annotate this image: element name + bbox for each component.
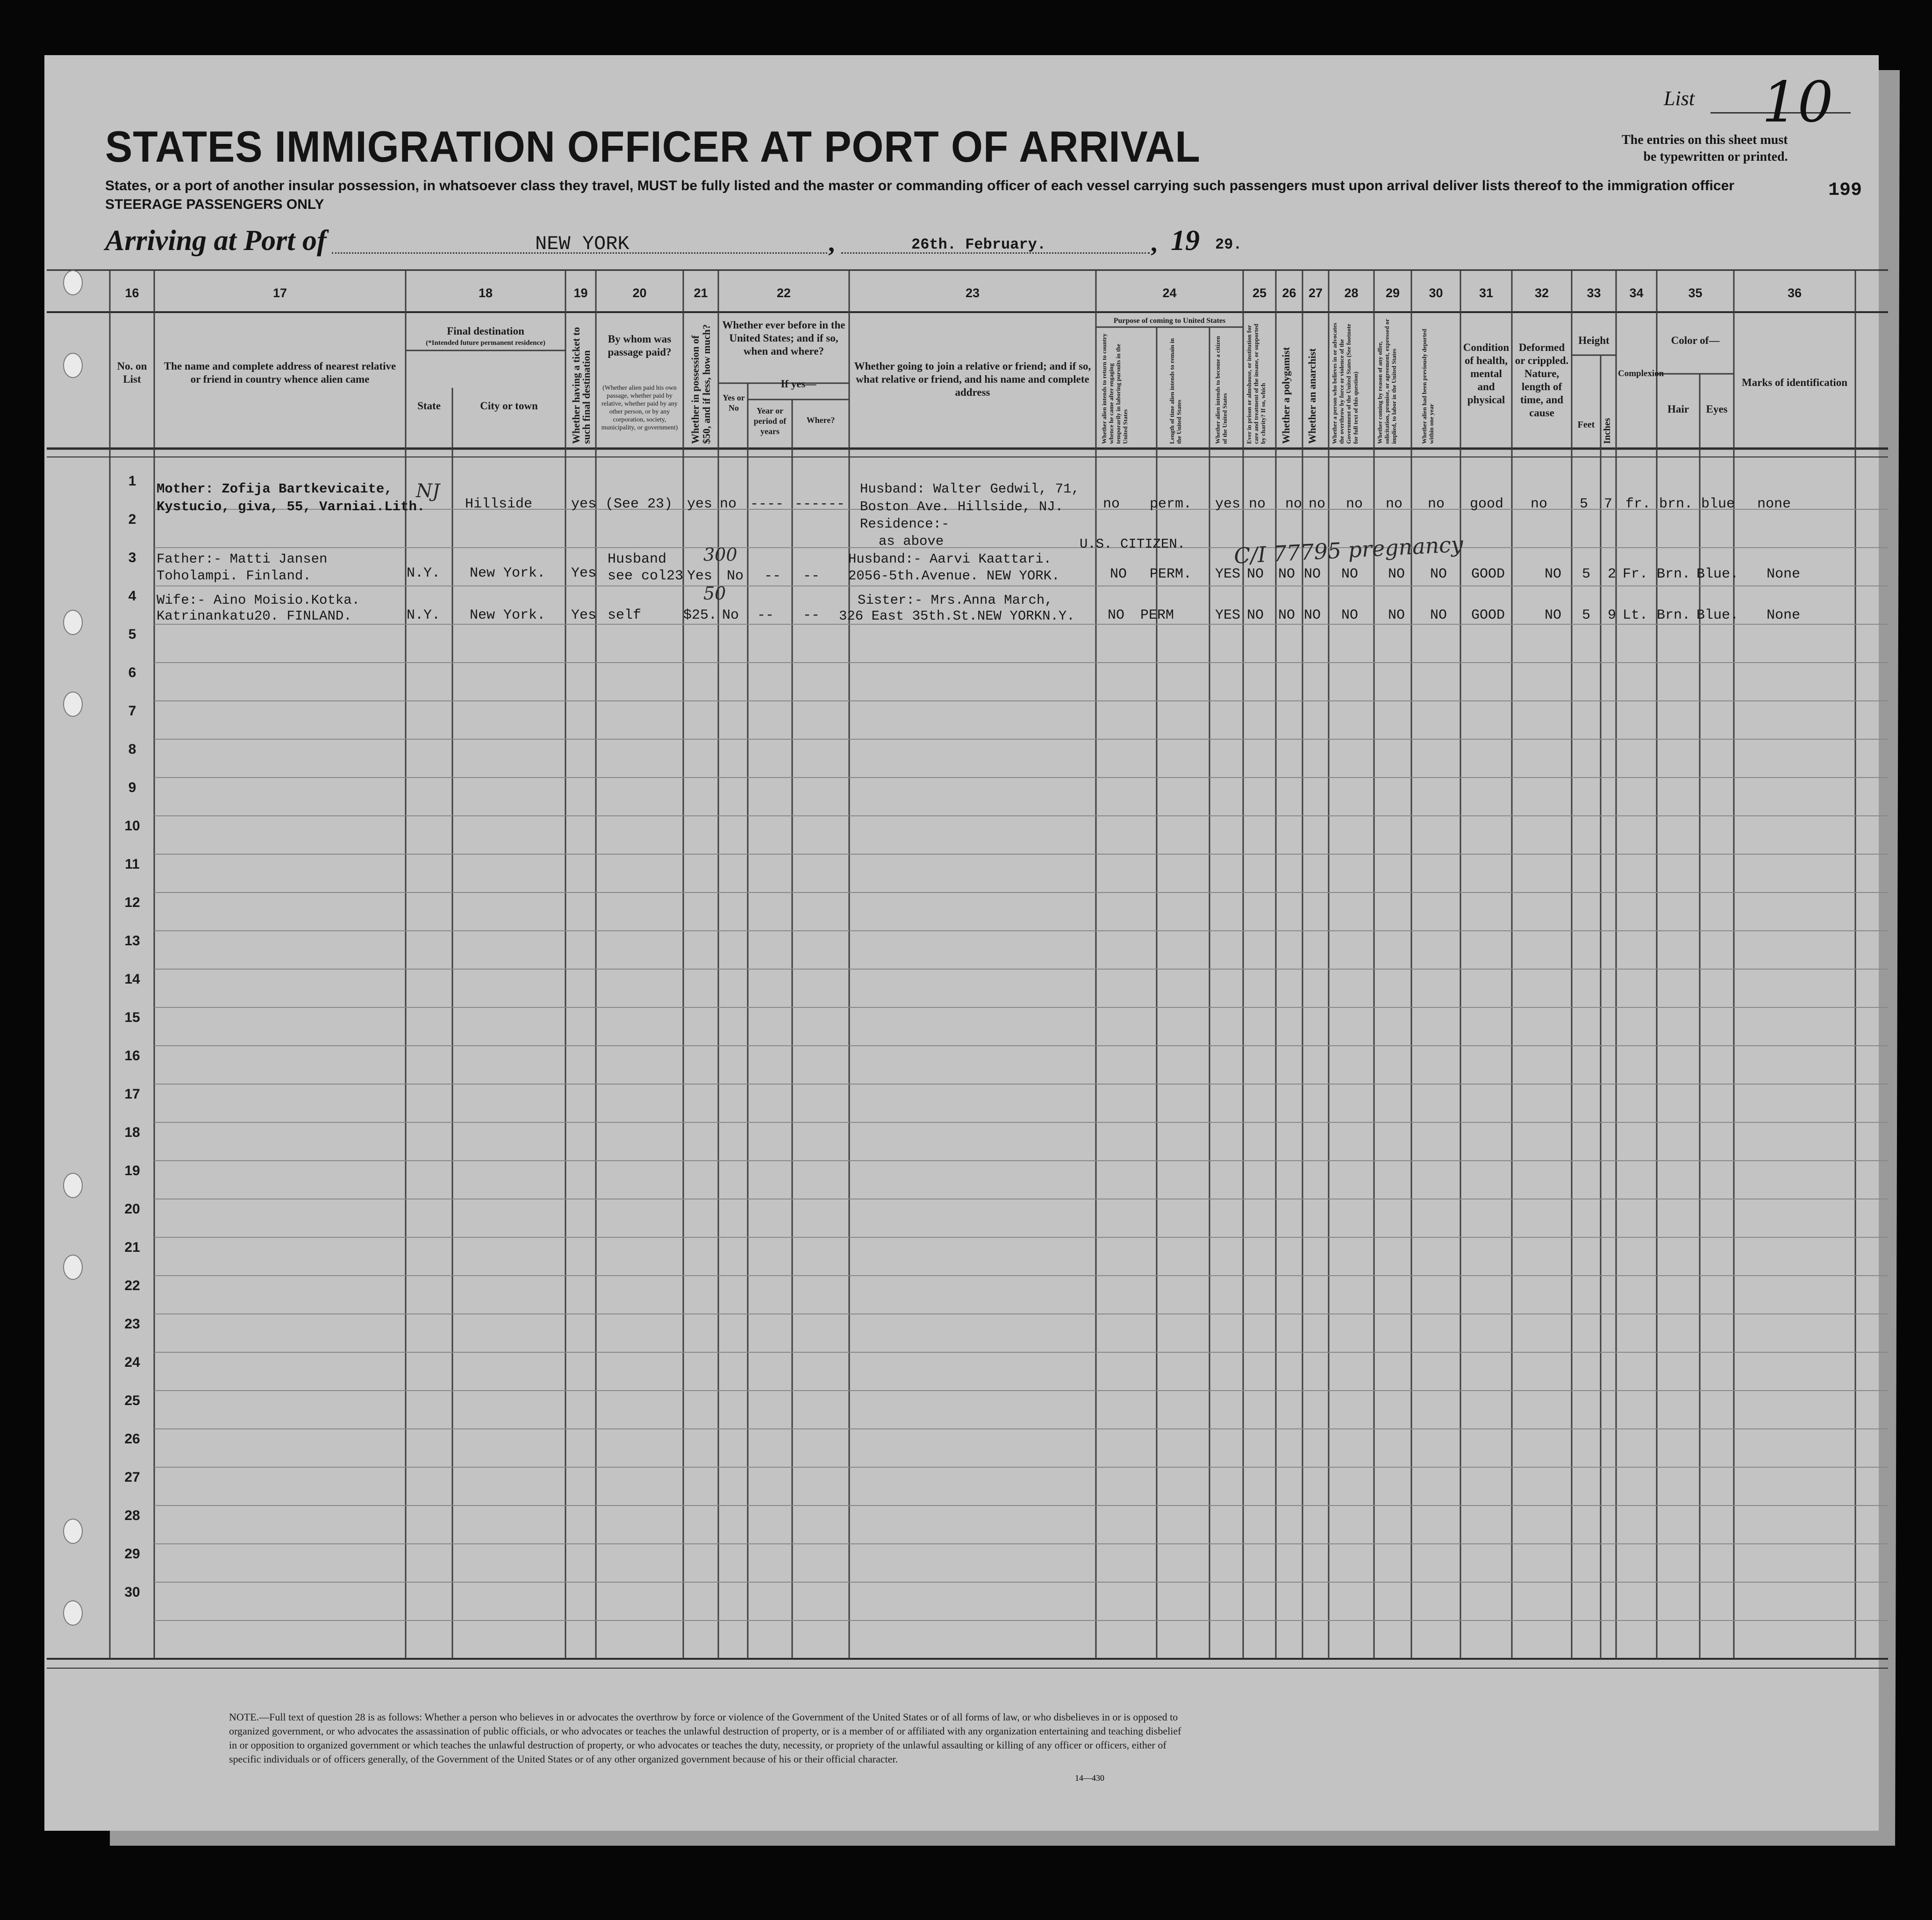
- binder-hole: [63, 1173, 83, 1198]
- heading-state: State: [417, 400, 441, 412]
- heading-eyes: Eyes: [1706, 403, 1728, 415]
- r4-health: GOOD: [1471, 607, 1505, 623]
- r3-deformed: NO: [1545, 566, 1562, 582]
- col-number-18: 18: [478, 286, 493, 300]
- heading-almshouse: Ever in prison or almshouse, or institution for care and treatment of the insane, or supported by charity? If so, which: [1245, 323, 1267, 444]
- list-number: 10: [1762, 70, 1833, 135]
- r1-ever-before: no: [720, 496, 737, 512]
- r4-length: PERM: [1140, 607, 1174, 623]
- heading-color-of: Color of—: [1671, 335, 1720, 346]
- r1-q28: no: [1346, 496, 1363, 512]
- r4-return: NO: [1108, 607, 1125, 623]
- r1-join-line-1: Husband: Walter Gedwil, 71,: [860, 481, 1080, 497]
- r1-q30: no: [1428, 496, 1445, 512]
- binder-hole: [63, 353, 83, 378]
- row-number: 2: [128, 512, 136, 527]
- r3-passage-line-2: see col23: [608, 568, 684, 584]
- row-number: 25: [124, 1393, 140, 1408]
- r1-anarchist: no: [1309, 496, 1326, 512]
- r1-relative-line-2: Kystucio, giva, 55, Varniai.Lith.: [157, 499, 425, 514]
- row-number: 16: [124, 1048, 140, 1063]
- col-number-27: 27: [1308, 286, 1323, 300]
- heading-passage-note: (Whether alien paid his own passage, whether paid by relative, whether paid by any other person, or by any corporation, society, municipality, or government): [601, 385, 678, 431]
- r3-polygamist: NO: [1278, 566, 1295, 582]
- r4-almshouse: NO: [1247, 607, 1264, 623]
- r3-complexion: Fr.: [1623, 566, 1648, 582]
- heading-final-destination-note: (*Intended future permanent residence): [426, 339, 545, 347]
- col-number-35: 35: [1688, 286, 1703, 300]
- heading-feet: Feet: [1577, 420, 1595, 430]
- binder-hole: [63, 1600, 83, 1626]
- row-number: 30: [124, 1585, 140, 1600]
- r4-state: N.Y.: [407, 607, 441, 623]
- row-number: 17: [124, 1086, 140, 1102]
- r4-passage: self: [608, 607, 642, 623]
- r3-q28: NO: [1341, 566, 1359, 582]
- heading-marks: Marks of identification: [1741, 377, 1848, 388]
- col-number-32: 32: [1534, 286, 1549, 300]
- r3-year: --: [764, 568, 781, 584]
- row-number: 29: [124, 1546, 140, 1562]
- page-title: STATES IMMIGRATION OFFICER AT PORT OF ARRIVAL: [105, 122, 1201, 171]
- heading-possession: Whether in possession of $50, and if less, how much?: [689, 324, 712, 444]
- row-number: 3: [128, 550, 136, 565]
- r1-health: good: [1470, 496, 1504, 512]
- r1-feet: 5: [1580, 496, 1589, 512]
- r4-inches: 9: [1608, 607, 1617, 623]
- row-number: 27: [124, 1470, 140, 1485]
- r4-q29: NO: [1388, 607, 1405, 623]
- r1-polygamist: no: [1285, 496, 1302, 512]
- r1-hair: brn.: [1659, 496, 1693, 512]
- r4-complexion: Lt.: [1623, 607, 1648, 623]
- col-number-21: 21: [694, 286, 708, 300]
- row-number: 4: [128, 588, 136, 604]
- heading-passage-paid: By whom was passage paid?: [608, 333, 672, 358]
- col-number-16: 16: [125, 286, 139, 300]
- row-number: 11: [125, 857, 140, 872]
- r1-deformed: no: [1531, 496, 1548, 512]
- r1-q29: no: [1386, 496, 1403, 512]
- r1-join-line-3: Residence:-: [860, 516, 950, 532]
- col-number-23: 23: [965, 286, 980, 300]
- row-number: 9: [128, 780, 136, 795]
- heading-complexion: Complexion: [1618, 369, 1664, 378]
- heading-q29: Whether coming by reason of any offer, solicitation, promise, or agreement, expressed or implied, to labor in the United States: [1376, 319, 1397, 444]
- intro-line-2: STEERAGE PASSENGERS ONLY: [105, 197, 324, 212]
- r4-city: New York.: [470, 607, 546, 623]
- r3-anarchist: NO: [1304, 566, 1321, 582]
- row-number: 19: [124, 1163, 140, 1178]
- heading-deformed: Deformed or crippled. Nature, length of time, and cause: [1515, 342, 1569, 419]
- comma-1: ,: [828, 228, 835, 257]
- r3-state: N.Y.: [407, 565, 441, 581]
- r3-join-line-2: 2056-5th.Avenue. NEW YORK.: [848, 568, 1060, 584]
- r3-citizen: YES: [1215, 566, 1241, 582]
- r4-hair: Brn.: [1657, 607, 1691, 623]
- heading-height: Height: [1578, 335, 1610, 346]
- r3-return: NO: [1110, 566, 1127, 582]
- r3-eyes: Blue.: [1696, 566, 1739, 582]
- r4-citizen: YES: [1215, 607, 1241, 623]
- row-number: 26: [124, 1431, 140, 1447]
- row-number: 15: [124, 1010, 140, 1025]
- r3-relative-line-1: Father:- Matti Jansen: [157, 551, 328, 567]
- port-value: NEW YORK: [535, 233, 630, 255]
- heading-purpose-length: Length of time alien intends to remain in the United States: [1168, 338, 1182, 444]
- r1-marks: none: [1757, 496, 1791, 512]
- heading-ever-before: Whether ever before in the United States; and if so, when and where?: [722, 319, 845, 357]
- r1-relative-line-1: Mother: Zofija Bartkevicaite,: [157, 481, 393, 497]
- heading-final-destination: Final destination: [447, 325, 524, 337]
- heading-purpose-citizen: Whether alien intends to become a citizen of the United States: [1214, 336, 1228, 444]
- type-note-line-2: be typewritten or printed.: [1643, 150, 1788, 164]
- r4-eyes: Blue.: [1696, 607, 1739, 623]
- r3-q30: NO: [1430, 566, 1447, 582]
- comma-2: ,: [1151, 228, 1157, 257]
- row-number: 20: [124, 1201, 140, 1217]
- arriving-label: Arriving at Port of: [105, 225, 327, 257]
- r1-eyes: blue: [1701, 496, 1735, 512]
- heading-where: Where?: [806, 415, 835, 425]
- col-number-17: 17: [272, 286, 287, 300]
- col-number-29: 29: [1385, 286, 1400, 300]
- r4-q30: NO: [1430, 607, 1447, 623]
- col-number-34: 34: [1629, 286, 1644, 300]
- r1-year: ----: [750, 496, 784, 512]
- heading-health: Condition of health, mental and physical: [1463, 342, 1510, 406]
- r4-q28: NO: [1341, 607, 1359, 623]
- list-label: List: [1664, 87, 1695, 110]
- binder-hole: [63, 692, 83, 717]
- r4-marks: None: [1767, 607, 1801, 623]
- r3-possession: Yes: [687, 568, 713, 584]
- heading-nearest-relative: The name and complete address of nearest relative or friend in country whence alien came: [164, 360, 396, 385]
- r3-passage-line-1: Husband: [608, 551, 667, 567]
- row-number: 13: [124, 933, 140, 949]
- row-number: 22: [124, 1278, 140, 1293]
- r3-hair: Brn.: [1657, 566, 1691, 582]
- r4-join-line-2: 326 East 35th.St.NEW YORKN.Y.: [839, 608, 1075, 624]
- r1-state: NJ: [416, 480, 440, 502]
- col-number-24: 24: [1162, 286, 1177, 300]
- col-number-33: 33: [1587, 286, 1601, 300]
- col-number-28: 28: [1344, 286, 1359, 300]
- heading-join-relative: Whether going to join a relative or friend; and if so, what relative or friend, and his name and complete address: [854, 360, 1091, 398]
- r4-ticket: Yes: [571, 607, 597, 623]
- r1-citizen: yes: [1215, 496, 1241, 512]
- r4-join-line-1: Sister:- Mrs.Anna March,: [858, 592, 1053, 608]
- row-number: 28: [124, 1508, 140, 1523]
- form-code: 14—430: [1075, 1773, 1104, 1783]
- r4-feet: 5: [1582, 607, 1591, 623]
- heading-inches: Inches: [1602, 418, 1612, 444]
- year-prefix: 19: [1171, 225, 1200, 257]
- footnote: NOTE.—Full text of question 28 is as follows: Whether a person who believes in or advocates the overthrow by force or violence of the Government of the United States or of all forms of law, or who disbelieves in or is opposed to organized government, or who advocates the assassination of public officials, or who advocates or teaches the unlawful destruction of property, or is a member of or affiliated with any organization entertaining and teaching disbelief in or opposition to organized government or which teaches the unlawful destruction of property, or who advocates or teaches the duty, necessity, or propriety of the unlawful assaulting or killing of any officer or officers, either of specific individuals or of officers generally, of the Government of the United States or of any other organized government because of his or their official character.: [229, 1711, 1181, 1765]
- r4-where: --: [803, 607, 820, 623]
- col-number-26: 26: [1282, 286, 1296, 300]
- handwritten-amount-50: 50: [703, 583, 726, 604]
- heading-anarchist: Whether an anarchist: [1306, 348, 1318, 444]
- year-suffix: 29.: [1215, 236, 1242, 253]
- row-number: 7: [128, 703, 136, 719]
- page-number: 199: [1828, 180, 1862, 201]
- binder-hole: [63, 270, 83, 295]
- r1-almshouse: no: [1249, 496, 1266, 512]
- r4-relative-line-2: Katrinankatu20. FINLAND.: [157, 608, 352, 624]
- r3-join-line-1: Husband:- Aarvi Kaattari.: [848, 551, 1052, 567]
- col-number-36: 36: [1787, 286, 1802, 300]
- r3-relative-line-2: Toholampi. Finland.: [157, 568, 311, 584]
- r1-inches: 7: [1604, 496, 1613, 512]
- col-number-30: 30: [1429, 286, 1443, 300]
- r1-city: Hillside: [465, 496, 533, 512]
- r3-marks: None: [1767, 566, 1801, 582]
- row-number: 23: [124, 1316, 140, 1332]
- heading-yes-or-no: Yes or No: [723, 393, 745, 413]
- heading-city: City or town: [480, 400, 538, 412]
- heading-purpose-return: Whether alien intends to return to country whence he came after engaging temporarily in laboring pursuits in the United States: [1101, 333, 1129, 444]
- heading-ticket: Whether having a ticket to such final destination: [570, 327, 592, 444]
- col-number-25: 25: [1252, 286, 1267, 300]
- r4-possession: $25.: [683, 607, 717, 623]
- r4-deformed: NO: [1545, 607, 1562, 623]
- col-number-20: 20: [632, 286, 647, 300]
- r1-complexion: fr.: [1625, 496, 1651, 512]
- r4-year: --: [757, 607, 774, 623]
- r4-ever-before: No: [722, 607, 739, 623]
- row-number: 12: [124, 895, 140, 910]
- row-number: 14: [124, 971, 140, 987]
- r3-where: --: [803, 568, 820, 584]
- heading-purpose: Purpose of coming to United States: [1113, 317, 1226, 325]
- r1-join-line-4: as above: [879, 534, 944, 549]
- handwritten-cert-note: C/I 77795 pregnancy: [1233, 531, 1464, 569]
- row-number: 8: [128, 742, 136, 757]
- col-number-22: 22: [776, 286, 791, 300]
- r3-ticket: Yes: [571, 565, 597, 581]
- r1-ticket: yes: [571, 496, 597, 512]
- r3-inches: 2: [1608, 566, 1617, 582]
- binder-hole: [63, 610, 83, 635]
- date-value: 26th. February.: [911, 236, 1046, 253]
- r1-citizen-note: U.S. CITIZEN.: [1080, 536, 1186, 552]
- handwritten-amount-300: 300: [703, 544, 737, 565]
- row-number: 21: [124, 1240, 140, 1255]
- heading-year-period: Year or period of years: [753, 406, 787, 436]
- binder-hole: [63, 1255, 83, 1280]
- r1-possession: yes: [687, 496, 713, 512]
- r1-join-line-2: Boston Ave. Hillside, NJ.: [860, 499, 1064, 514]
- r3-ever-before: No: [727, 568, 744, 584]
- r4-polygamist: NO: [1278, 607, 1295, 623]
- heading-q28: Whether a person who believes in or advocates the overthrow by force or violence of the Government of the United States (See footnote for full text of this question): [1331, 322, 1359, 444]
- row-number: 6: [128, 665, 136, 680]
- heading-no-on-list: No. on List: [117, 360, 147, 385]
- row-number: 5: [128, 627, 136, 642]
- r3-health: GOOD: [1471, 566, 1505, 582]
- r3-city: New York.: [470, 565, 546, 581]
- r3-length: PERM.: [1150, 566, 1192, 582]
- intro-line-1: States, or a port of another insular possession, in whatsoever class they travel, MUST be fully listed and the master or commanding officer of each vessel carrying such passengers must upon arrival deliver lists thereof to the immigration officer: [105, 178, 1734, 193]
- r4-relative-line-1: Wife:- Aino Moisio.Kotka.: [157, 592, 360, 608]
- heading-q30: Whether alien had been previously deported within one year: [1421, 328, 1435, 444]
- binder-hole: [63, 1519, 83, 1544]
- r1-return: no: [1103, 496, 1120, 512]
- r4-anarchist: NO: [1304, 607, 1321, 623]
- col-number-19: 19: [573, 286, 588, 300]
- row-number: 24: [124, 1355, 140, 1370]
- heading-if-yes: If yes—: [780, 378, 816, 390]
- r1-where: ------: [794, 496, 845, 512]
- r1-passage: (See 23): [605, 496, 673, 512]
- type-note-line-1: The entries on this sheet must: [1622, 133, 1788, 147]
- r3-q29: NO: [1388, 566, 1405, 582]
- row-number: 1: [128, 473, 136, 489]
- heading-polygamist: Whether a polygamist: [1280, 347, 1292, 444]
- row-number: 10: [124, 818, 140, 834]
- r3-almshouse: NO: [1247, 566, 1264, 582]
- r3-feet: 5: [1582, 566, 1591, 582]
- col-number-31: 31: [1479, 286, 1494, 300]
- heading-hair: Hair: [1667, 403, 1689, 415]
- r1-length: perm.: [1150, 496, 1192, 512]
- row-number: 18: [124, 1125, 140, 1140]
